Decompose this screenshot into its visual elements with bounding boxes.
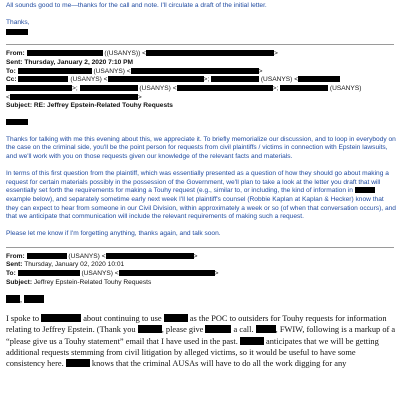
redaction — [131, 68, 259, 74]
redaction — [6, 295, 20, 303]
paragraph: Please let me know if I'm forgetting anything, thanks again, and talk soon. — [6, 230, 221, 238]
reply-line: All sounds good to me—thanks for the call and note. I'll circulate a draft of the initial letter. — [6, 2, 267, 9]
sent-line: Sent: Thursday, January 2, 2020 7:10 PM — [6, 58, 134, 66]
cc-line-3: < > — [6, 93, 142, 101]
email-thread — [6, 0, 396, 370]
redaction — [27, 253, 67, 259]
cc-line: Cc: (USANYS) < >; (USANYS) < — [6, 76, 396, 85]
redaction — [27, 50, 103, 56]
divider — [6, 44, 394, 45]
redaction — [10, 94, 138, 100]
redaction — [146, 50, 274, 56]
reply-signoff: Thanks, — [6, 18, 30, 26]
redaction — [138, 325, 162, 333]
paragraph: I spoke to about continuing to use as the POC to outsiders for Touhy requests for information relating to Jeffrey Epstein. (Thank you , please give a call. , FWIW, following is a markup of a “please give us a Touhy statement” email that I have used in the past. anticipates that we will be getting additional requests stemming from civil litigation by alleged victims, so it would be useful to have some consistency here. knows that the criminal AUSAs will have to do all the work digging for any — [6, 313, 396, 369]
redaction — [18, 270, 80, 276]
email-header — [6, 50, 396, 111]
redaction — [41, 314, 81, 322]
email-body: , I spoke to about continuing to use as the POC to outsiders for Touhy requests for information relating to Jeffrey Epstein. (Thank you , please give a call. , FWIW, following is a markup of a “please give us a Touhy statement” email that I have used in the past. anticipates that we will be getting additional requests stemming from civil litigation by alleged victims, so it would be useful to have some consistency here. knows that the criminal AUSAs will have to do all the work digging for any — [6, 294, 396, 369]
redaction — [240, 337, 264, 345]
redaction — [355, 187, 375, 193]
redaction — [66, 359, 90, 367]
email-body — [6, 119, 396, 239]
divider — [6, 247, 394, 248]
from-line: From: (USANYS) < > — [6, 252, 198, 260]
sent-line: Sent: Thursday, January 02, 2020 10:01 — [6, 261, 125, 269]
redaction — [298, 76, 340, 82]
redaction — [280, 85, 328, 91]
to-line: To: (USANYS) < > — [6, 270, 219, 278]
from-line: From: ((USANYS)) < > — [6, 50, 278, 58]
subject-line: Subject: Jeffrey Epstein-Related Touhy Requests — [6, 278, 152, 286]
email-header — [6, 253, 396, 288]
cc-line-2: >; (USANYS) < >; (USANYS) — [6, 85, 396, 94]
redaction — [106, 253, 194, 259]
redaction — [80, 85, 138, 91]
redaction — [24, 295, 44, 303]
redaction — [164, 314, 188, 322]
to-line: To: (USANYS) < > — [6, 67, 263, 75]
redaction — [256, 325, 276, 333]
top-reply — [6, 2, 396, 38]
subject-line: Subject: RE: Jeffrey Epstein-Related Touhy Requests — [6, 102, 173, 110]
redaction — [18, 76, 68, 82]
redaction — [211, 76, 259, 82]
redaction — [6, 85, 72, 91]
paragraph: In terms of this first question from the plaintiff, which was essentially presented as a question of how they should go about making a request for certain materials possibly in the possession of the Government, we'll plan to take a look at the letter you draft that will essentially set forth the requirements for making a Touhy request (e.g., similar to, or including, the kind of information in example below), and separately sometime early next week I'll let plaintiff's counsel (Robbie Kaplan at Kaplan & Hecker) know that they can expect to hear from someone in our Civil Division, within approximately a week or so (of when that conversation occurs), and that we anticipate that communication will include the relevant requirements of making such a request. — [6, 169, 396, 221]
redaction — [6, 29, 28, 35]
paragraph: Thanks for talking with me this evening about this, we appreciate it. To briefly memorialize our discussion, and to loop in everybody on the case on the criminal side, you'll be the point person for requests from civil plaintiffs / victims in connection with Epstein lawsuits, and we'll work with you on those requests given our knowledge of the relevant facts and materials. — [6, 135, 396, 161]
redaction — [119, 270, 215, 276]
redaction — [18, 68, 92, 74]
redaction — [108, 76, 204, 82]
redaction — [177, 85, 273, 91]
redaction — [6, 119, 28, 125]
redaction — [205, 325, 231, 333]
